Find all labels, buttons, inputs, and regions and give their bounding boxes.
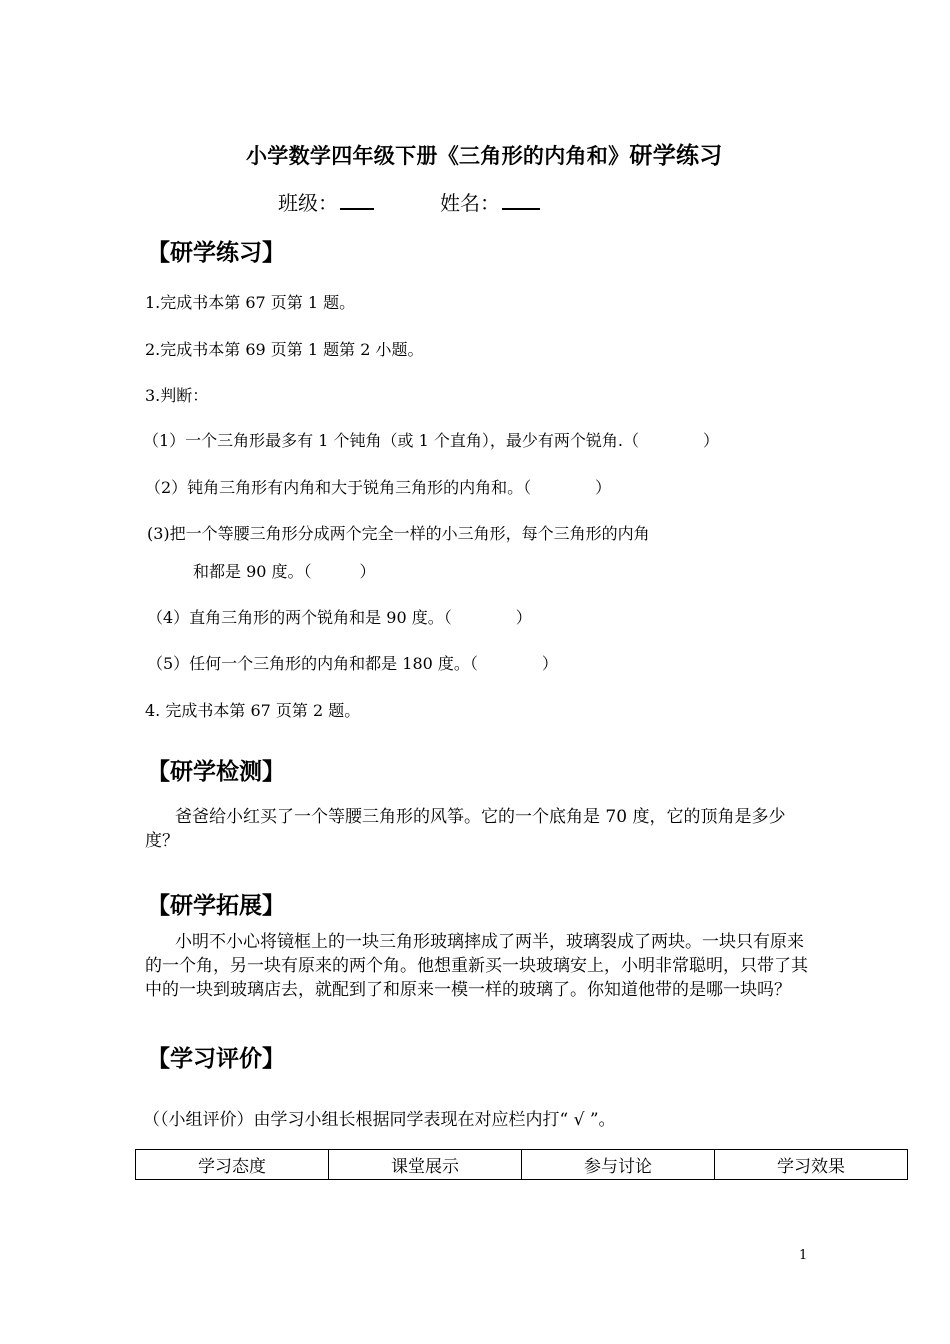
judge-item-1: （1）一个三角形最多有 1 个钝角（或 1 个直角），最少有两个锐角.（ ） bbox=[143, 431, 719, 450]
section-heading-test: 【研学检测】 bbox=[147, 758, 285, 785]
test-problem: 爸爸给小红买了一个等腰三角形的风筝。它的一个底角是 70 度，它的顶角是多少度？ bbox=[145, 807, 786, 851]
page-title: 小学数学四年级下册《三角形的内角和》研学练习 bbox=[246, 142, 723, 169]
page-number: 1 bbox=[799, 1248, 808, 1263]
table-header-cell: 学习态度 bbox=[136, 1150, 329, 1180]
practice-question-3: 3.判断： bbox=[145, 386, 209, 405]
name-label: 姓名： bbox=[440, 191, 500, 215]
name-blank[interactable] bbox=[502, 194, 540, 210]
evaluation-table bbox=[135, 1149, 908, 1180]
evaluation-intro: （（小组评价）由学习小组长根据同学表现在对应栏内打“ √ ”。 bbox=[143, 1110, 616, 1130]
table-header-cell: 参与讨论 bbox=[522, 1150, 715, 1180]
table-header-cell: 学习效果 bbox=[715, 1150, 908, 1180]
practice-question-2: 2.完成书本第 69 页第 1 题第 2 小题。 bbox=[145, 340, 424, 359]
judge-item-3-line2: 和都是 90 度。（ ） bbox=[193, 562, 376, 581]
page-title-suffix: 研学练习 bbox=[629, 142, 723, 169]
section-heading-evaluation: 【学习评价】 bbox=[147, 1045, 285, 1072]
judge-item-3-line1: (3)把一个等腰三角形分成两个完全一样的小三角形，每个三角形的内角 bbox=[147, 524, 650, 543]
section-heading-practice: 【研学练习】 bbox=[147, 239, 285, 266]
judge-item-2: （2）钝角三角形有内角和大于锐角三角形的内角和。（ ） bbox=[145, 478, 612, 497]
section-heading-extension: 【研学拓展】 bbox=[147, 892, 285, 919]
practice-question-1: 1.完成书本第 67 页第 1 题。 bbox=[145, 293, 356, 312]
practice-question-4: 4. 完成书本第 67 页第 2 题。 bbox=[145, 701, 361, 720]
table-header-cell: 课堂展示 bbox=[329, 1150, 522, 1180]
table-row bbox=[136, 1150, 908, 1180]
name-field bbox=[440, 187, 540, 216]
class-label: 班级： bbox=[278, 191, 338, 215]
extension-problem: 小明不小心将镜框上的一块三角形玻璃摔成了两半，玻璃裂成了两块。一块只有原来的一个角，另一块有原来的两个角。他想重新买一块玻璃安上，小明非常聪明，只带了其中的一块到玻璃店去，就配到了和原来一模一样的玻璃了。你知道他带的是哪一块吗？ bbox=[145, 932, 808, 1000]
class-blank[interactable] bbox=[340, 194, 374, 210]
judge-item-4: （4）直角三角形的两个锐角和是 90 度。（ ） bbox=[147, 608, 532, 627]
judge-item-5: （5）任何一个三角形的内角和都是 180 度。（ ） bbox=[147, 654, 558, 673]
class-field bbox=[278, 187, 374, 216]
